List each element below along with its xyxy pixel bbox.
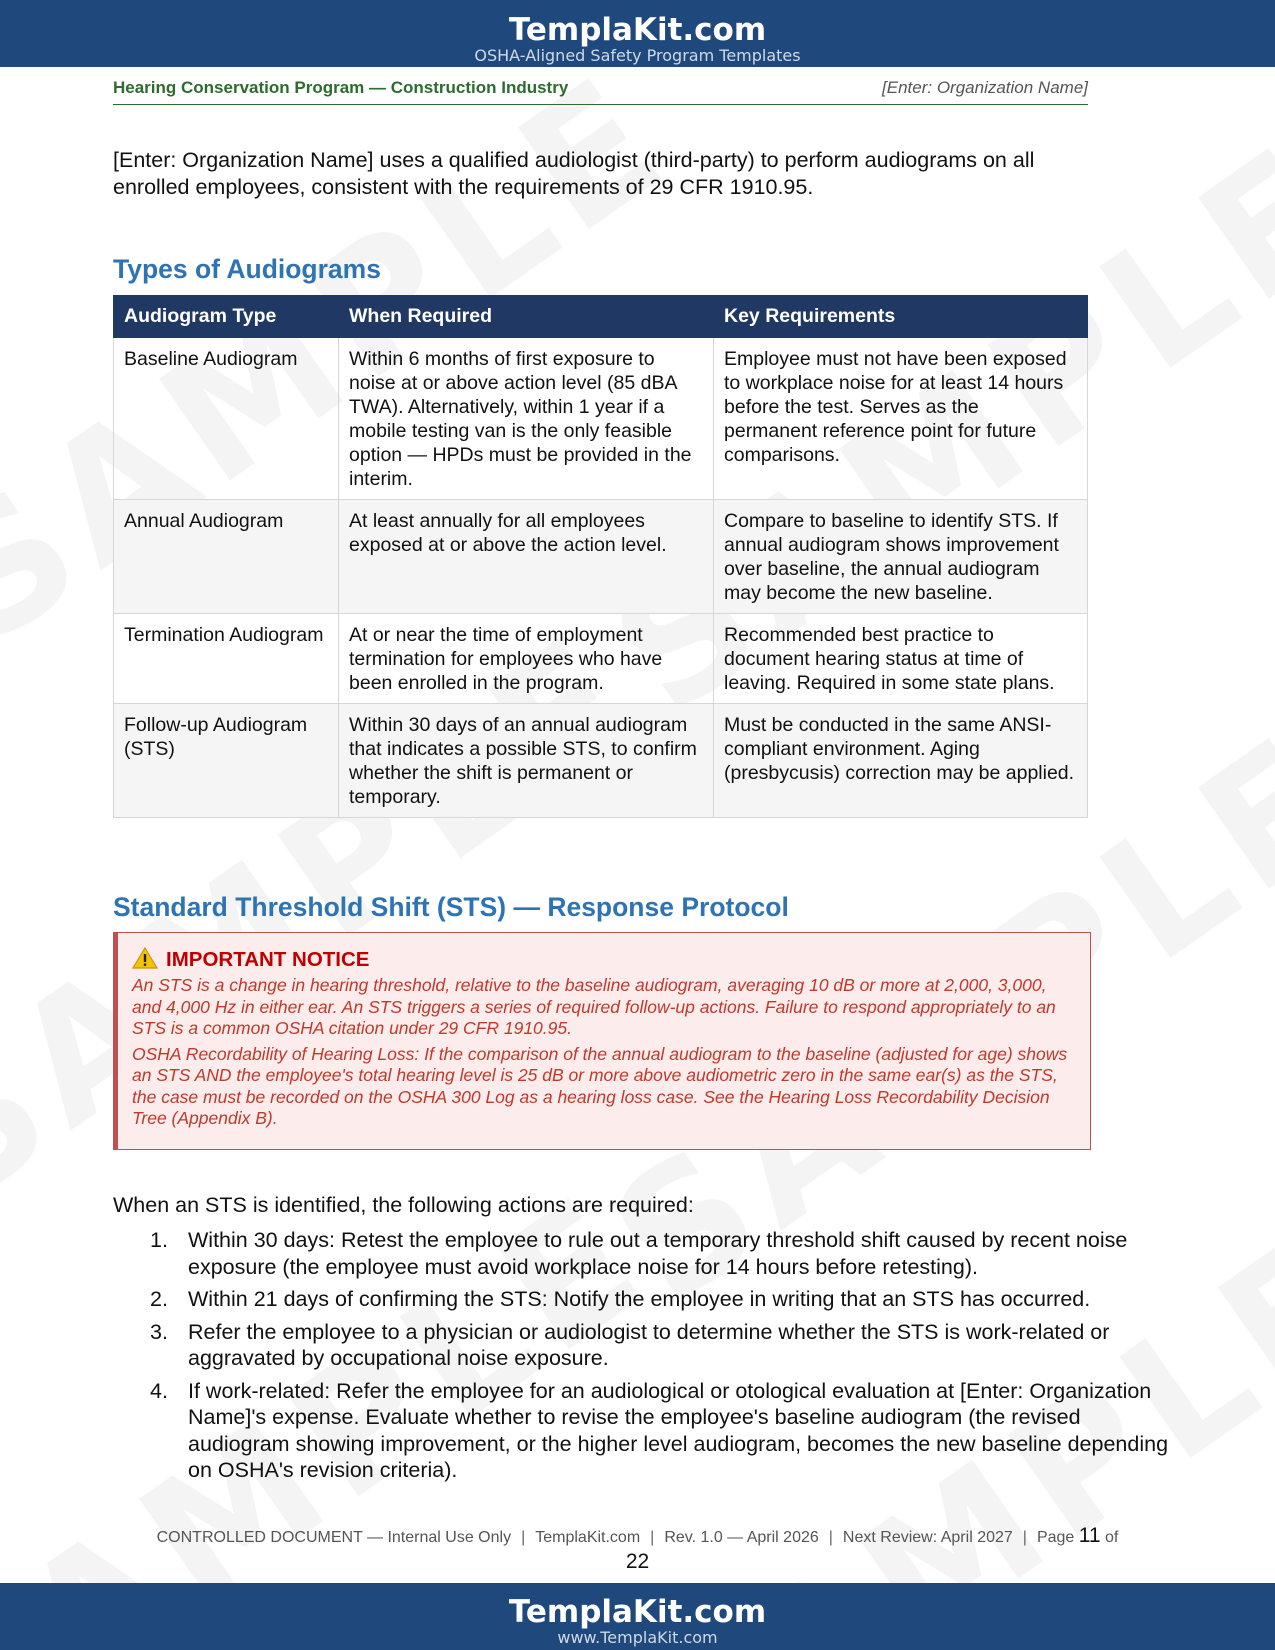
sts-heading: Standard Threshold Shift (STS) — Response Protocol	[113, 892, 789, 922]
required-actions-list	[150, 1227, 1188, 1490]
notice-title-row	[132, 947, 1072, 973]
footer-separator: |	[650, 1529, 655, 1546]
list-number: 1.	[150, 1228, 168, 1252]
banner-tagline: OSHA-Aligned Safety Program Templates	[474, 46, 801, 65]
audiogram-type-cell: Annual Audiogram	[114, 500, 339, 614]
audiogram-type-cell: Baseline Audiogram	[114, 338, 339, 500]
types-heading: Types of Audiograms	[113, 254, 381, 284]
bottom-banner	[0, 1583, 1275, 1650]
table-row	[114, 338, 1088, 500]
page-footer	[0, 1524, 1275, 1574]
intro-paragraph: [Enter: Organization Name] uses a qualified audiologist (third-party) to perform audiograms on all enrolled employees, consistent with the requirements of 29 CFR 1910.95.	[113, 148, 1035, 199]
when-required-cell: At least annually for all employees exposed at or above the action level.	[339, 500, 714, 614]
important-notice-box	[113, 932, 1091, 1150]
warning-triangle-icon	[132, 947, 158, 969]
list-item-text: Within 21 days of confirming the STS: Notify the employee in writing that an STS has occurred.	[188, 1287, 1091, 1311]
notice-title: IMPORTANT NOTICE	[166, 948, 370, 971]
footer-page-label: Page	[1036, 1529, 1075, 1546]
list-item	[150, 1378, 1188, 1484]
column-header: Key Requirements	[714, 296, 1088, 338]
footer-separator: |	[521, 1529, 526, 1546]
list-item-text: If work-related: Refer the employee for an audiological or otological evaluation at [Enter: Organization Name]'s expense. Evaluate whether to revise the employee's baseline audiogram (the revised audiogram showing improvement, or the higher level audiogram, becomes the new baseline depending on OSHA's revision criteria).	[188, 1378, 1169, 1482]
list-item	[150, 1319, 1188, 1372]
table-row	[114, 500, 1088, 614]
list-item	[150, 1286, 1188, 1313]
footer-separator: |	[1022, 1529, 1027, 1546]
footer-url-link[interactable]: www.TemplaKit.com	[557, 1628, 718, 1647]
footer-controlled: CONTROLLED DOCUMENT — Internal Use Only	[156, 1529, 512, 1546]
when-required-cell: At or near the time of employment termination for employees who have been enrolled in the program.	[339, 614, 714, 704]
list-item-text: Refer the employee to a physician or audiologist to determine whether the STS is work-related or aggravated by occupational noise exposure.	[188, 1319, 1110, 1370]
list-item-text: Within 30 days: Retest the employee to rule out a temporary threshold shift caused by recent noise exposure (the employee must avoid workplace noise for 14 hours before retesting).	[188, 1228, 1128, 1279]
notice-paragraph: OSHA Recordability of Hearing Loss: If the comparison of the annual audiogram to the baseline (adjusted for age) shows an STS AND the employee's total hearing level is 25 dB or more above audiometric zero in the same ear(s) as the STS, the case must be recorded on the OSHA 300 Log as a hearing loss case. See the Hearing Loss Recordability Decision Tree (Appendix B).	[132, 1043, 1068, 1128]
footer-page-total: 22	[625, 1550, 650, 1573]
column-header: Audiogram Type	[114, 296, 339, 338]
banner-brand[interactable]: TemplaKit.com	[508, 12, 767, 48]
table-row	[114, 614, 1088, 704]
footer-revision: Rev. 1.0 — April 2026	[664, 1529, 819, 1546]
actions-lead: When an STS is identified, the following actions are required:	[113, 1193, 694, 1217]
key-requirements-cell: Recommended best practice to document hearing status at time of leaving. Required in some state plans.	[714, 614, 1088, 704]
footer-site: TemplaKit.com	[535, 1529, 641, 1546]
footer-separator: |	[828, 1529, 833, 1546]
list-number: 2.	[150, 1287, 168, 1311]
audiogram-type-cell: Follow-up Audiogram (STS)	[114, 704, 339, 818]
footer-brand[interactable]: TemplaKit.com	[508, 1594, 767, 1630]
organization-placeholder: [Enter: Organization Name]	[882, 78, 1088, 97]
table-header-row	[114, 296, 1088, 338]
notice-paragraph: An STS is a change in hearing threshold, relative to the baseline audiogram, averaging 10 dB or more at 2,000, 3,000, and 4,000 Hz in either ear. An STS triggers a series of required follow-up actions. Failure to respond appropriately to an STS is a common OSHA citation under 29 CFR 1910.95.	[132, 975, 1056, 1038]
list-number: 3.	[150, 1319, 168, 1344]
when-required-cell: Within 6 months of first exposure to noise at or above action level (85 dBA TWA). Alternatively, within 1 year if a mobile testing van is the only feasible option — HPDs must be provided in the interim.	[339, 338, 714, 500]
list-number: 4.	[150, 1378, 168, 1403]
footer-next-review: Next Review: April 2027	[842, 1529, 1013, 1546]
column-header: When Required	[339, 296, 714, 338]
audiogram-types-table	[113, 295, 1088, 818]
running-header	[113, 76, 1088, 105]
when-required-cell: Within 30 days of an annual audiogram that indicates a possible STS, to confirm whether the shift is permanent or temporary.	[339, 704, 714, 818]
footer-of-label: of	[1105, 1529, 1119, 1546]
top-banner	[0, 0, 1275, 67]
document-title: Hearing Conservation Program — Construction Industry	[113, 78, 569, 97]
key-requirements-cell: Employee must not have been exposed to workplace noise for at least 14 hours before the test. Serves as the permanent reference point for future comparisons.	[714, 338, 1088, 500]
footer-page-number: 11	[1078, 1524, 1101, 1547]
table-row	[114, 704, 1088, 818]
key-requirements-cell: Must be conducted in the same ANSI-compliant environment. Aging (presbycusis) correction may be applied.	[714, 704, 1088, 818]
audiogram-type-cell: Termination Audiogram	[114, 614, 339, 704]
list-item	[150, 1227, 1188, 1280]
key-requirements-cell: Compare to baseline to identify STS. If annual audiogram shows improvement over baseline, the annual audiogram may become the new baseline.	[714, 500, 1088, 614]
